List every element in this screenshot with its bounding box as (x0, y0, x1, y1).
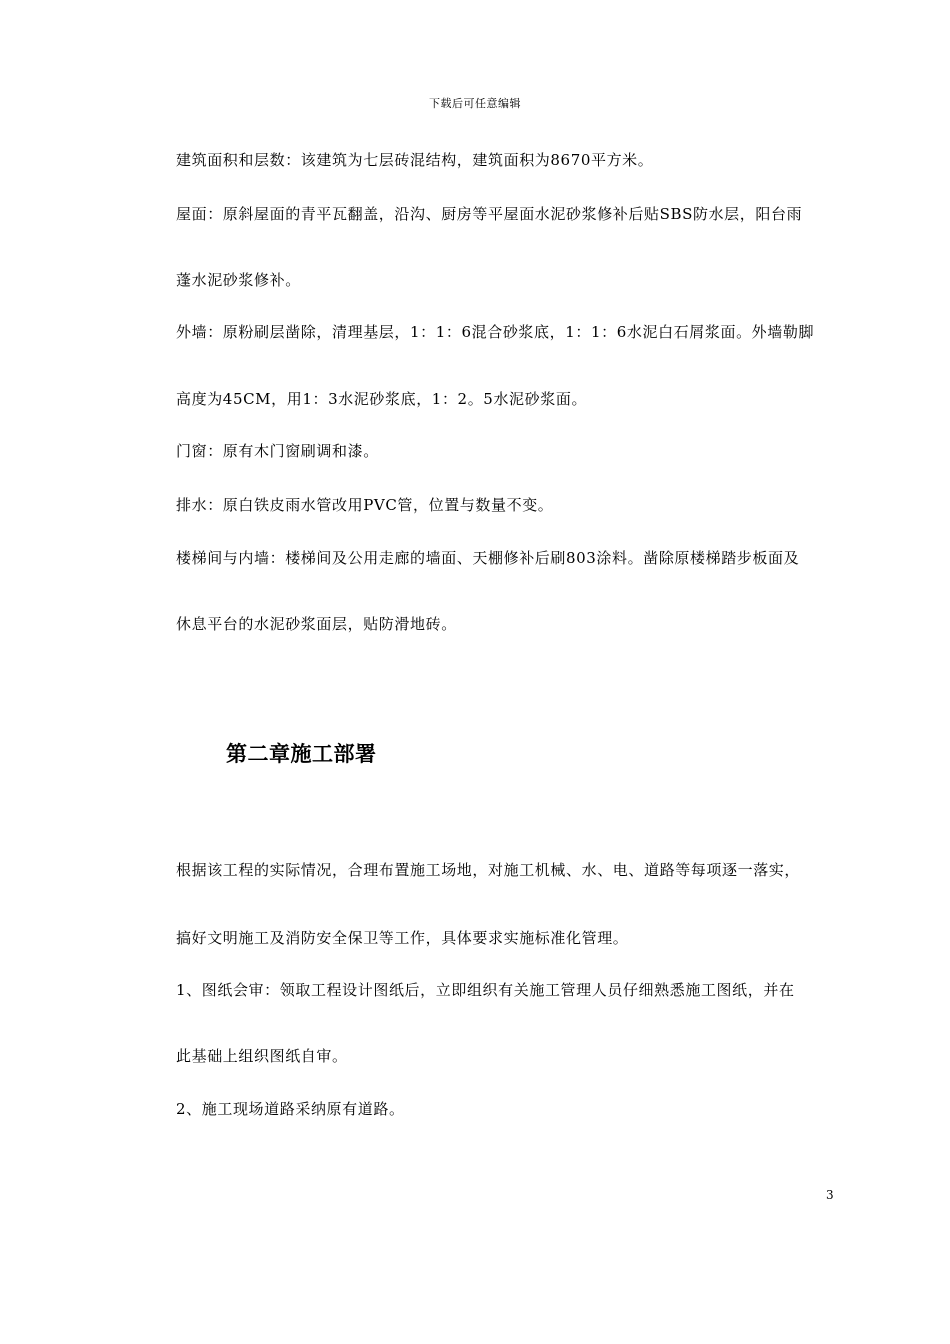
paragraph-line: 此基础上组织图纸自审。 (176, 1047, 348, 1065)
paragraph-line: 楼梯间与内墙：楼梯间及公用走廊的墙面、天棚修补后刷803涂料。凿除原楼梯踏步板面及 (176, 549, 800, 567)
paragraph-line: 门窗：原有木门窗刷调和漆。 (176, 442, 379, 460)
paragraph-line: 屋面：原斜屋面的青平瓦翻盖，沿沟、厨房等平屋面水泥砂浆修补后贴SBS防水层，阳台雨 (176, 205, 803, 223)
paragraph-line: 根据该工程的实际情况，合理布置施工场地，对施工机械、水、电、道路等每项逐一落实， (176, 861, 801, 879)
paragraph-line: 排水：原白铁皮雨水管改用PVC管，位置与数量不变。 (176, 496, 554, 514)
paragraph-line: 高度为45CM，用1：3水泥砂浆底，1：2。5水泥砂浆面。 (176, 390, 588, 408)
chapter-heading: 第二章施工部署 (226, 742, 377, 766)
paragraph-line: 蓬水泥砂浆修补。 (176, 271, 301, 289)
paragraph-line: 1、图纸会审：领取工程设计图纸后，立即组织有关施工管理人员仔细熟悉施工图纸，并在 (176, 981, 795, 999)
paragraph-line: 休息平台的水泥砂浆面层，贴防滑地砖。 (176, 615, 457, 633)
paragraph-line: 搞好文明施工及消防安全保卫等工作，具体要求实施标准化管理。 (176, 929, 629, 947)
page-header: 下载后可任意编辑 (429, 97, 521, 110)
page-number: 3 (826, 1188, 834, 1202)
paragraph-line: 2、施工现场道路采纳原有道路。 (176, 1100, 405, 1118)
paragraph-line: 建筑面积和层数：该建筑为七层砖混结构，建筑面积为8670平方米。 (176, 151, 654, 169)
paragraph-line: 外墙：原粉刷层凿除，清理基层，1：1：6混合砂浆底，1：1：6水泥白石屑浆面。外墙勒脚 (176, 323, 815, 341)
